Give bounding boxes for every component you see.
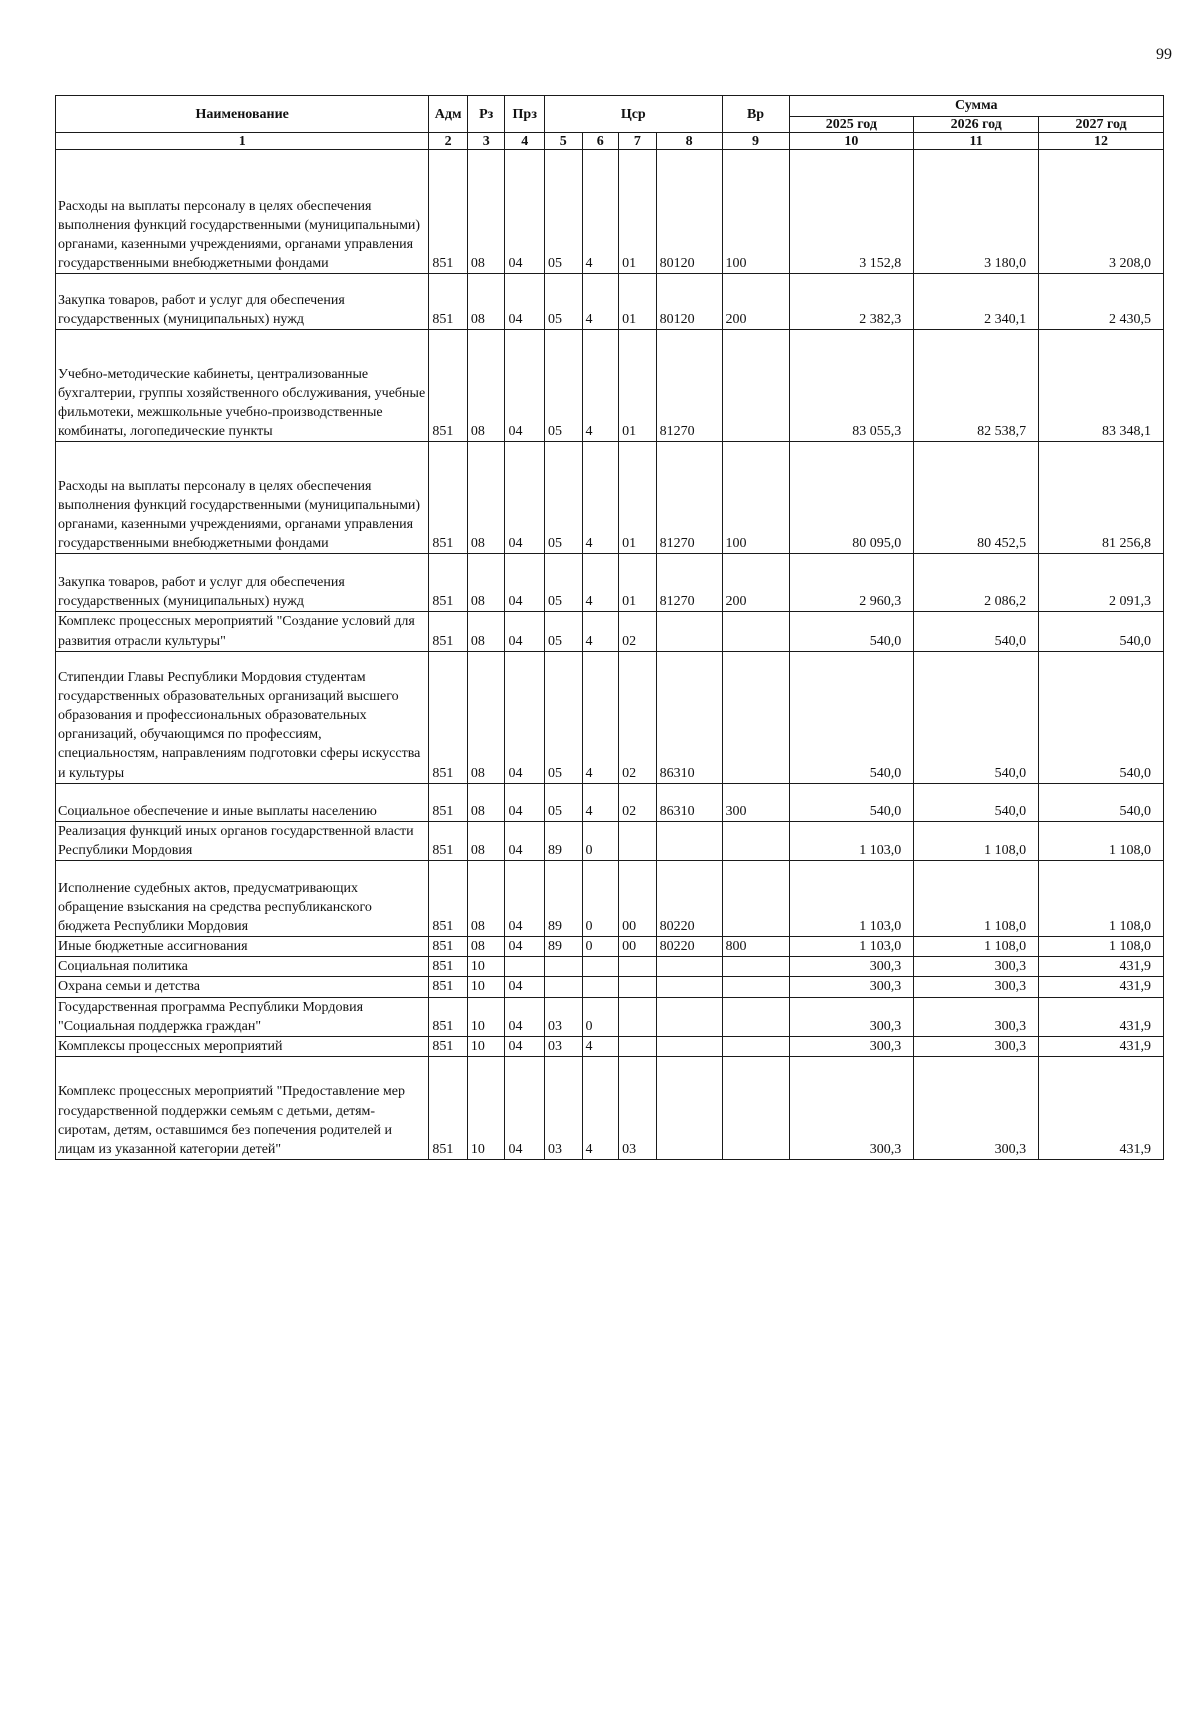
row-sum-2026: 300,3 xyxy=(914,1057,1039,1160)
row-prz: 04 xyxy=(505,937,545,957)
header-year-2025: 2025 год xyxy=(789,117,914,133)
row-adm: 851 xyxy=(429,651,468,783)
row-csr-type: 0 xyxy=(582,937,619,957)
row-sum-2027: 1 108,0 xyxy=(1039,937,1164,957)
row-sum-2025: 83 055,3 xyxy=(789,330,914,442)
table-row xyxy=(56,997,1164,1036)
row-sum-2026: 2 086,2 xyxy=(914,554,1039,612)
row-adm: 851 xyxy=(429,937,468,957)
row-rz: 08 xyxy=(467,783,505,821)
row-rz: 08 xyxy=(467,330,505,442)
row-sum-2025: 300,3 xyxy=(789,977,914,997)
row-sum-2025: 300,3 xyxy=(789,1036,914,1056)
row-sum-2026: 1 108,0 xyxy=(914,821,1039,860)
row-prz xyxy=(505,957,545,977)
row-csr-type: 4 xyxy=(582,554,619,612)
row-csr-structure: 03 xyxy=(619,1057,657,1160)
row-sum-2026: 1 108,0 xyxy=(914,937,1039,957)
row-csr-type: 4 xyxy=(582,442,619,554)
row-prz: 04 xyxy=(505,442,545,554)
row-csr-direction xyxy=(656,997,722,1036)
row-csr-direction xyxy=(656,821,722,860)
row-rz: 10 xyxy=(467,997,505,1036)
column-number: 5 xyxy=(545,133,583,150)
row-csr-structure: 00 xyxy=(619,937,657,957)
row-adm: 851 xyxy=(429,977,468,997)
table-row xyxy=(56,977,1164,997)
row-csr-program: 05 xyxy=(545,554,583,612)
column-number: 11 xyxy=(914,133,1039,150)
row-adm: 851 xyxy=(429,1036,468,1056)
row-csr-program: 03 xyxy=(545,1036,583,1056)
row-csr-structure: 01 xyxy=(619,274,657,330)
row-sum-2026: 80 452,5 xyxy=(914,442,1039,554)
row-csr-structure: 02 xyxy=(619,612,657,651)
row-csr-structure: 01 xyxy=(619,330,657,442)
row-rz: 10 xyxy=(467,1057,505,1160)
row-sum-2027: 431,9 xyxy=(1039,1057,1164,1160)
row-csr-structure xyxy=(619,957,657,977)
row-adm: 851 xyxy=(429,274,468,330)
row-sum-2025: 2 382,3 xyxy=(789,274,914,330)
row-sum-2027: 431,9 xyxy=(1039,977,1164,997)
row-name: Закупка товаров, работ и услуг для обеспечения государственных (муниципальных) нужд xyxy=(56,554,429,612)
row-name: Стипендии Главы Республики Мордовия студентам государственных образовательных организаций высшего образования и профессиональных образовательных организаций, обучающимся по профессиям, специальностям, направлениям подготовки сферы искусства и культуры xyxy=(56,651,429,783)
row-sum-2027: 540,0 xyxy=(1039,651,1164,783)
row-csr-program: 89 xyxy=(545,821,583,860)
budget-table xyxy=(55,95,1164,1160)
row-prz: 04 xyxy=(505,554,545,612)
row-csr-direction xyxy=(656,977,722,997)
row-name: Расходы на выплаты персоналу в целях обеспечения выполнения функций государственными (муниципальными) органами, казенными учреждениями, органами управления государственными внебюджетными фондами xyxy=(56,150,429,274)
row-prz: 04 xyxy=(505,977,545,997)
row-name: Иные бюджетные ассигнования xyxy=(56,937,429,957)
header-adm: Адм xyxy=(429,96,468,133)
row-sum-2027: 83 348,1 xyxy=(1039,330,1164,442)
row-csr-structure: 00 xyxy=(619,861,657,937)
row-csr-type xyxy=(582,957,619,977)
row-csr-type: 4 xyxy=(582,1057,619,1160)
row-vr xyxy=(722,821,789,860)
row-sum-2027: 431,9 xyxy=(1039,1036,1164,1056)
row-vr xyxy=(722,651,789,783)
row-name: Охрана семьи и детства xyxy=(56,977,429,997)
row-vr: 800 xyxy=(722,937,789,957)
row-csr-program: 05 xyxy=(545,442,583,554)
row-csr-program: 05 xyxy=(545,150,583,274)
row-csr-type: 4 xyxy=(582,330,619,442)
column-number: 8 xyxy=(656,133,722,150)
column-number: 2 xyxy=(429,133,468,150)
row-csr-program xyxy=(545,977,583,997)
row-rz: 10 xyxy=(467,1036,505,1056)
header-prz: Прз xyxy=(505,96,545,133)
header-year-2027: 2027 год xyxy=(1039,117,1164,133)
row-rz: 08 xyxy=(467,274,505,330)
table-row xyxy=(56,957,1164,977)
row-csr-structure xyxy=(619,977,657,997)
row-csr-type: 0 xyxy=(582,861,619,937)
row-csr-direction: 81270 xyxy=(656,442,722,554)
row-name: Исполнение судебных актов, предусматривающих обращение взыскания на средства республиканского бюджета Республики Мордовия xyxy=(56,861,429,937)
row-csr-direction xyxy=(656,1036,722,1056)
row-adm: 851 xyxy=(429,612,468,651)
row-rz: 10 xyxy=(467,977,505,997)
row-sum-2026: 3 180,0 xyxy=(914,150,1039,274)
row-adm: 851 xyxy=(429,783,468,821)
row-sum-2025: 540,0 xyxy=(789,612,914,651)
header-year-2026: 2026 год xyxy=(914,117,1039,133)
table-row xyxy=(56,1036,1164,1056)
row-sum-2025: 1 103,0 xyxy=(789,937,914,957)
column-number: 9 xyxy=(722,133,789,150)
row-csr-structure: 01 xyxy=(619,442,657,554)
row-rz: 08 xyxy=(467,442,505,554)
row-sum-2026: 82 538,7 xyxy=(914,330,1039,442)
row-sum-2027: 540,0 xyxy=(1039,783,1164,821)
row-sum-2027: 431,9 xyxy=(1039,997,1164,1036)
row-vr: 200 xyxy=(722,274,789,330)
row-rz: 08 xyxy=(467,612,505,651)
row-sum-2025: 1 103,0 xyxy=(789,861,914,937)
row-vr xyxy=(722,1057,789,1160)
row-vr xyxy=(722,612,789,651)
row-name: Реализация функций иных органов государственной власти Республики Мордовия xyxy=(56,821,429,860)
table-row xyxy=(56,861,1164,937)
row-adm: 851 xyxy=(429,442,468,554)
row-csr-direction: 86310 xyxy=(656,651,722,783)
row-sum-2025: 1 103,0 xyxy=(789,821,914,860)
row-csr-program: 03 xyxy=(545,1057,583,1160)
table-row xyxy=(56,821,1164,860)
row-csr-structure: 01 xyxy=(619,554,657,612)
row-name: Социальное обеспечение и иные выплаты населению xyxy=(56,783,429,821)
table-row xyxy=(56,150,1164,274)
row-prz: 04 xyxy=(505,150,545,274)
row-vr xyxy=(722,977,789,997)
row-csr-direction: 80120 xyxy=(656,150,722,274)
column-number: 12 xyxy=(1039,133,1164,150)
row-rz: 10 xyxy=(467,957,505,977)
row-sum-2027: 1 108,0 xyxy=(1039,861,1164,937)
row-sum-2026: 540,0 xyxy=(914,612,1039,651)
row-csr-structure xyxy=(619,997,657,1036)
column-number: 4 xyxy=(505,133,545,150)
row-adm: 851 xyxy=(429,150,468,274)
header-vr: Вр xyxy=(722,96,789,133)
row-sum-2026: 300,3 xyxy=(914,977,1039,997)
row-vr xyxy=(722,1036,789,1056)
row-adm: 851 xyxy=(429,1057,468,1160)
row-rz: 08 xyxy=(467,150,505,274)
row-rz: 08 xyxy=(467,651,505,783)
row-csr-direction: 80220 xyxy=(656,861,722,937)
row-csr-type: 4 xyxy=(582,150,619,274)
row-csr-program: 05 xyxy=(545,783,583,821)
table-row xyxy=(56,274,1164,330)
table-row xyxy=(56,554,1164,612)
row-sum-2027: 81 256,8 xyxy=(1039,442,1164,554)
row-csr-program xyxy=(545,957,583,977)
row-sum-2027: 2 430,5 xyxy=(1039,274,1164,330)
row-csr-direction: 80120 xyxy=(656,274,722,330)
row-csr-program: 05 xyxy=(545,274,583,330)
row-csr-program: 05 xyxy=(545,651,583,783)
row-csr-direction xyxy=(656,612,722,651)
table-row xyxy=(56,783,1164,821)
page-number: 99 xyxy=(1156,46,1172,63)
table-row xyxy=(56,1057,1164,1160)
row-prz: 04 xyxy=(505,1036,545,1056)
row-csr-program: 03 xyxy=(545,997,583,1036)
row-vr xyxy=(722,861,789,937)
column-number: 6 xyxy=(582,133,619,150)
row-sum-2027: 431,9 xyxy=(1039,957,1164,977)
row-prz: 04 xyxy=(505,274,545,330)
row-sum-2026: 540,0 xyxy=(914,651,1039,783)
row-rz: 08 xyxy=(467,861,505,937)
row-adm: 851 xyxy=(429,330,468,442)
row-csr-direction: 81270 xyxy=(656,330,722,442)
header-rz: Рз xyxy=(467,96,505,133)
table-row xyxy=(56,330,1164,442)
row-csr-direction: 81270 xyxy=(656,554,722,612)
row-prz: 04 xyxy=(505,612,545,651)
row-csr-type: 4 xyxy=(582,783,619,821)
row-vr xyxy=(722,330,789,442)
row-prz: 04 xyxy=(505,651,545,783)
row-vr xyxy=(722,997,789,1036)
row-sum-2027: 1 108,0 xyxy=(1039,821,1164,860)
row-csr-type: 4 xyxy=(582,1036,619,1056)
row-csr-type: 0 xyxy=(582,997,619,1036)
row-adm: 851 xyxy=(429,554,468,612)
row-sum-2025: 300,3 xyxy=(789,957,914,977)
row-csr-structure: 01 xyxy=(619,150,657,274)
table-row xyxy=(56,651,1164,783)
row-adm: 851 xyxy=(429,861,468,937)
row-csr-program: 89 xyxy=(545,861,583,937)
row-name: Комплекс процессных мероприятий "Предоставление мер государственной поддержки семьям с детьми, детям-сиротам, детям, оставшимся без попечения родителей и лицам из указанной категории детей" xyxy=(56,1057,429,1160)
header-csr: Цср xyxy=(545,96,723,133)
table-row xyxy=(56,937,1164,957)
row-rz: 08 xyxy=(467,937,505,957)
row-sum-2027: 540,0 xyxy=(1039,612,1164,651)
row-sum-2025: 540,0 xyxy=(789,651,914,783)
row-adm: 851 xyxy=(429,957,468,977)
row-sum-2026: 540,0 xyxy=(914,783,1039,821)
row-prz: 04 xyxy=(505,821,545,860)
row-csr-program: 05 xyxy=(545,612,583,651)
row-sum-2025: 80 095,0 xyxy=(789,442,914,554)
row-name: Социальная политика xyxy=(56,957,429,977)
row-name: Государственная программа Республики Мордовия "Социальная поддержка граждан" xyxy=(56,997,429,1036)
row-csr-direction: 86310 xyxy=(656,783,722,821)
column-number: 3 xyxy=(467,133,505,150)
row-adm: 851 xyxy=(429,997,468,1036)
row-csr-type: 4 xyxy=(582,651,619,783)
row-sum-2025: 300,3 xyxy=(789,1057,914,1160)
row-vr: 100 xyxy=(722,442,789,554)
row-vr xyxy=(722,957,789,977)
row-prz: 04 xyxy=(505,1057,545,1160)
row-sum-2026: 300,3 xyxy=(914,997,1039,1036)
row-name: Комплекс процессных мероприятий "Создание условий для развития отрасли культуры" xyxy=(56,612,429,651)
row-vr: 200 xyxy=(722,554,789,612)
row-sum-2025: 3 152,8 xyxy=(789,150,914,274)
row-csr-type: 4 xyxy=(582,274,619,330)
column-number-row xyxy=(56,133,1164,150)
row-csr-structure xyxy=(619,1036,657,1056)
row-csr-direction: 80220 xyxy=(656,937,722,957)
column-number: 7 xyxy=(619,133,657,150)
row-csr-type: 4 xyxy=(582,612,619,651)
row-sum-2025: 540,0 xyxy=(789,783,914,821)
row-name: Комплексы процессных мероприятий xyxy=(56,1036,429,1056)
row-prz: 04 xyxy=(505,997,545,1036)
row-sum-2025: 2 960,3 xyxy=(789,554,914,612)
row-prz: 04 xyxy=(505,861,545,937)
table-row xyxy=(56,612,1164,651)
row-csr-structure: 02 xyxy=(619,783,657,821)
row-sum-2027: 3 208,0 xyxy=(1039,150,1164,274)
header-name: Наименование xyxy=(56,96,429,133)
header-sum: Сумма xyxy=(789,96,1164,117)
table-body xyxy=(56,150,1164,1160)
row-prz: 04 xyxy=(505,783,545,821)
column-number: 1 xyxy=(56,133,429,150)
row-name: Учебно-методические кабинеты, централизованные бухгалтерии, группы хозяйственного обслуживания, учебные фильмотеки, межшкольные учебно-производственные комбинаты, логопедические пункты xyxy=(56,330,429,442)
row-sum-2026: 1 108,0 xyxy=(914,861,1039,937)
row-sum-2026: 300,3 xyxy=(914,1036,1039,1056)
row-sum-2027: 2 091,3 xyxy=(1039,554,1164,612)
row-csr-direction xyxy=(656,1057,722,1160)
row-sum-2025: 300,3 xyxy=(789,997,914,1036)
row-rz: 08 xyxy=(467,554,505,612)
row-csr-structure: 02 xyxy=(619,651,657,783)
row-csr-type xyxy=(582,977,619,997)
row-sum-2026: 2 340,1 xyxy=(914,274,1039,330)
row-rz: 08 xyxy=(467,821,505,860)
row-csr-program: 05 xyxy=(545,330,583,442)
row-vr: 300 xyxy=(722,783,789,821)
row-csr-structure xyxy=(619,821,657,860)
row-csr-type: 0 xyxy=(582,821,619,860)
row-vr: 100 xyxy=(722,150,789,274)
row-csr-direction xyxy=(656,957,722,977)
row-sum-2026: 300,3 xyxy=(914,957,1039,977)
column-number: 10 xyxy=(789,133,914,150)
row-adm: 851 xyxy=(429,821,468,860)
table-row xyxy=(56,442,1164,554)
row-name: Расходы на выплаты персоналу в целях обеспечения выполнения функций государственными (муниципальными) органами, казенными учреждениями, органами управления государственными внебюджетными фондами xyxy=(56,442,429,554)
row-csr-program: 89 xyxy=(545,937,583,957)
row-name: Закупка товаров, работ и услуг для обеспечения государственных (муниципальных) нужд xyxy=(56,274,429,330)
row-prz: 04 xyxy=(505,330,545,442)
